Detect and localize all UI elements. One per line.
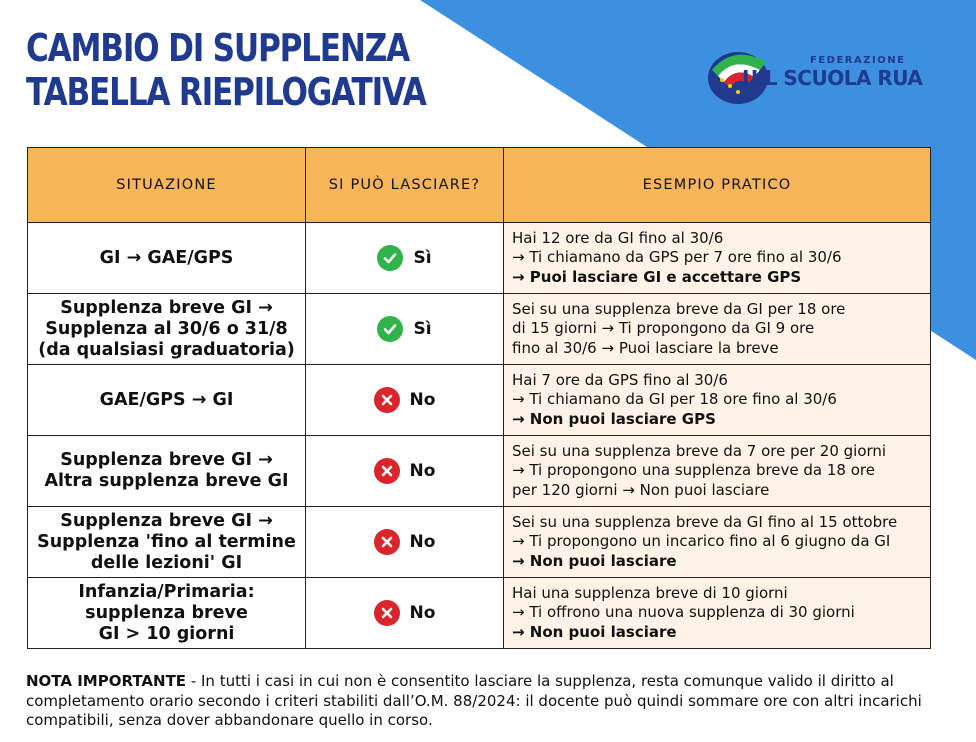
title-line-2: TABELLA RIEPILOGATIVA [26, 70, 426, 114]
situation-cell: GAE/GPS → GI [28, 365, 306, 436]
check-circle-icon [377, 245, 403, 271]
example-cell: Sei su una supplenza breve da GI per 18 ore di 15 giorni → Ti propongono da GI 9 ore fino al 30/6 → Puoi lasciare la breve [504, 294, 931, 365]
answer-label: No [409, 461, 436, 481]
note-text: - In tutti i casi in cui non è consentito lasciare la supplenza, resta comunque valido il diritto al completamento orario secondo i criteri stabiliti dall’O.M. 88/2024: il docente può quindi sommare ore con altri incarichi compatibili, senza dover abbandonare quello in corso. [26, 672, 922, 729]
example-cell: Hai una supplenza breve di 10 giorni → Ti offrono una nuova supplenza di 30 giorni → Non puoi lasciare [504, 578, 931, 649]
example-cell: Sei su una supplenza breve da 7 ore per 20 giorni → Ti propongono una supplenza breve da 18 ore per 120 giorni → Non puoi lasciare [504, 436, 931, 507]
column-header-esempio-pratico: ESEMPIO PRATICO [504, 148, 931, 223]
column-header-situazione: SITUAZIONE [28, 148, 306, 223]
situation-cell: Supplenza breve GI → Altra supplenza breve GI [28, 436, 306, 507]
table-row [28, 365, 931, 436]
situation-cell: Supplenza breve GI → Supplenza al 30/6 o 31/8 (da qualsiasi graduatoria) [28, 294, 306, 365]
answer-cell [306, 436, 504, 507]
x-circle-icon [374, 529, 400, 555]
title-line-1: CAMBIO DI SUPPLENZA [26, 26, 409, 70]
situation-cell: Infanzia/Primaria: supplenza breve GI > 10 giorni [28, 578, 306, 649]
note-label: NOTA IMPORTANTE [26, 672, 187, 690]
x-circle-icon [374, 458, 400, 484]
answer-label: No [409, 532, 436, 552]
answer-label: No [409, 603, 436, 623]
answer-cell [306, 507, 504, 578]
summary-table [27, 147, 931, 649]
page-title [26, 26, 426, 114]
logo-federazione-label: FEDERAZIONE [810, 55, 906, 66]
answer-cell [306, 578, 504, 649]
table-row [28, 578, 931, 649]
x-circle-icon [374, 600, 400, 626]
table-row [28, 436, 931, 507]
check-circle-icon [377, 316, 403, 342]
x-circle-icon [374, 387, 400, 413]
answer-label: No [409, 390, 436, 410]
answer-cell [306, 365, 504, 436]
example-cell: Hai 12 ore da GI fino al 30/6 → Ti chiamano da GPS per 7 ore fino al 30/6 → Puoi lasciare GI e accettare GPS [504, 223, 931, 294]
answer-cell [306, 294, 504, 365]
important-note [26, 672, 946, 731]
table-row [28, 223, 931, 294]
answer-label: Sì [413, 248, 432, 268]
answer-label: Sì [413, 319, 432, 339]
example-cell: Hai 7 ore da GPS fino al 30/6 → Ti chiamano da GI per 18 ore fino al 30/6 → Non puoi lasciare GPS [504, 365, 931, 436]
answer-cell [306, 223, 504, 294]
table-row [28, 294, 931, 365]
table-header-row [28, 148, 931, 223]
example-cell: Sei su una supplenza breve da GI fino al 15 ottobre → Ti propongono un incarico fino al 6 giugno da GI → Non puoi lasciare [504, 507, 931, 578]
situation-cell: Supplenza breve GI → Supplenza 'fino al termine delle lezioni' GI [28, 507, 306, 578]
column-header-si-puo-lasciare: SI PUÒ LASCIARE? [306, 148, 504, 223]
logo-name-label: UIL SCUOLA RUA [742, 66, 923, 90]
situation-cell: GI → GAE/GPS [28, 223, 306, 294]
table-row [28, 507, 931, 578]
